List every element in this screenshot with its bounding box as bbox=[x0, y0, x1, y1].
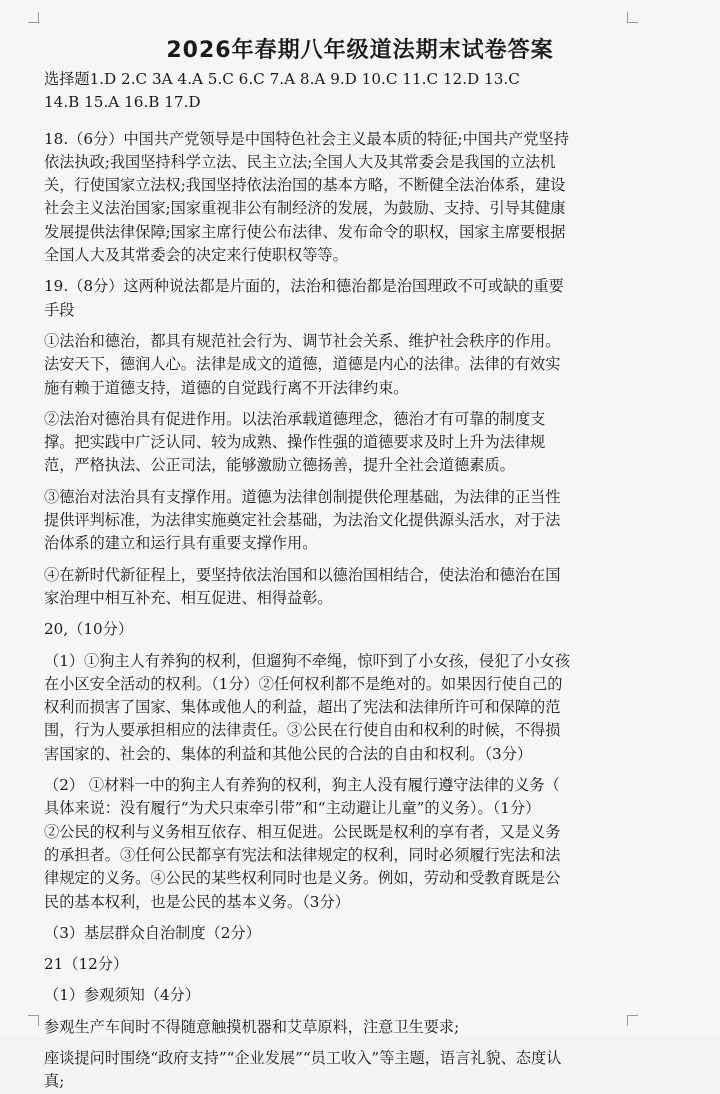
text-line: （3）基层群众自治制度（2分） bbox=[44, 923, 261, 942]
text-line: 范，严格执法、公正司法，能够激励立德扬善，提升全社会道德素质。 bbox=[44, 456, 515, 475]
question-18 bbox=[44, 128, 636, 268]
text-line: 施有赖于道德支持，道德的自觉践行离不开法律约束。 bbox=[44, 378, 409, 397]
text-line: 权利而损害了国家、集体或他人的利益，超出了宪法和法律所许可和保障的范 bbox=[44, 698, 561, 717]
text-line: 害国家的、社会的、集体的利益和其他公民的合法的自由和权利。（3分） bbox=[44, 744, 533, 763]
question-21 bbox=[44, 953, 636, 1093]
crop-mark-top-right bbox=[627, 12, 638, 23]
text-line: 围，行为人要承担相应的法律责任。③公民在行使自由和权利的时候，不得损 bbox=[44, 721, 561, 740]
question-20 bbox=[44, 618, 636, 945]
text-line: 19.（8分）这两种说法都是片面的，法治和德治都是治国理政不可或缺的重要 bbox=[44, 277, 564, 296]
text-line: （1）参观须知（4分） bbox=[44, 986, 201, 1005]
text-line: 提供评判标准，为法律实施奠定社会基础，为法治文化提供源头活水，对于法 bbox=[44, 511, 561, 530]
text-line: 真; bbox=[44, 1072, 65, 1091]
text-line: 社会主义法治国家;国家重视非公有制经济的发展，为鼓励、支持、引导其健康 bbox=[44, 199, 566, 218]
text-line: 关，行使国家立法权;我国坚持依法治国的基本方略，不断健全法治体系，建设 bbox=[44, 176, 566, 195]
text-line: 治体系的建立和运行具有重要支撑作用。 bbox=[44, 534, 318, 553]
text-line: 全国人大及其常委会的决定来行使职权等等。 bbox=[44, 246, 348, 265]
question-heading: 21（12分） bbox=[44, 955, 129, 974]
text-line: ④在新时代新征程上，要坚持依法治国和以德治国相结合，使法治和德治在国 bbox=[44, 565, 561, 584]
text-line: 的承担者。③任何公民都享有宪法和法律规定的权利，同时必须履行宪法和法 bbox=[44, 845, 561, 864]
text-line: （1）①狗主人有养狗的权利，但遛狗不牵绳，惊吓到了小女孩，侵犯了小女孩 bbox=[44, 651, 571, 670]
text-line: ②法治对德治具有促进作用。以法治承载道德理念，德治才有可靠的制度支 bbox=[44, 409, 546, 428]
answer-content bbox=[44, 68, 636, 1094]
text-line: 家治理中相互补充、相互促进、相得益彰。 bbox=[44, 588, 333, 607]
text-line: 律规定的义务。④公民的某些权利同时也是义务。例如，劳动和受教育既是公 bbox=[44, 869, 561, 888]
text-line: 撑。把实践中广泛认同、较为成熟、操作性强的道德要求及时上升为法律规 bbox=[44, 433, 546, 452]
text-line: ②公民的权利与义务相互依存、相互促进。公民既是权利的享有者，又是义务 bbox=[44, 822, 561, 841]
text-line: 民的基本权利，也是公民的基本义务。（3分） bbox=[44, 892, 350, 911]
choice-line: 选择题1.D 2.C 3A 4.A 5.C 6.C 7.A 8.A 9.D 10.C 11.C 12.D 13.C bbox=[44, 70, 520, 88]
document-title: 2026年春期八年级道法期末试卷答案 bbox=[166, 38, 554, 63]
text-line: 具体来说：没有履行“为犬只束牵引带”和“主动避让儿童”的义务）。（1分） bbox=[44, 799, 541, 818]
question-19 bbox=[44, 275, 636, 610]
text-line: 在小区安全活动的权利。（1分）②任何权利都不是绝对的。如果因行使自己的 bbox=[44, 674, 563, 693]
text-line: （2） ①材料一中的狗主人有养狗的权利，狗主人没有履行遵守法律的义务（ bbox=[44, 776, 560, 795]
text-line: 法安天下，德润人心。法律是成文的道德，道德是内心的法律。法律的有效实 bbox=[44, 355, 561, 374]
crop-mark-top-left bbox=[28, 12, 39, 23]
text-line: 手段 bbox=[44, 300, 75, 319]
text-line: 依法执政;我国坚持科学立法、民主立法;全国人大及其常委会是我国的立法机 bbox=[44, 152, 556, 171]
text-line: 座谈提问时围绕“政府支持”“企业发展”“员工收入”等主题，语言礼貌、态度认 bbox=[44, 1048, 562, 1067]
text-line: 发展提供法律保障;国家主席行使公布法律、发布命令的职权，国家主席要根据 bbox=[44, 222, 566, 241]
choice-line: 14.B 15.A 16.B 17.D bbox=[44, 93, 201, 112]
text-line: ①法治和德治，都具有规范社会行为、调节社会关系、维护社会秩序的作用。 bbox=[44, 331, 561, 350]
text-line: 18.（6分）中国共产党领导是中国特色社会主义最本质的特征;中国共产党坚持 bbox=[44, 129, 569, 148]
text-line: ③德治对法治具有支撑作用。道德为法律创制提供伦理基础，为法律的正当性 bbox=[44, 487, 561, 506]
text-line: 参观生产车间时不得随意触摸机器和艾草原料，注意卫生要求; bbox=[44, 1017, 460, 1036]
crop-mark-bottom-left bbox=[28, 1015, 39, 1026]
choice-answers bbox=[44, 68, 636, 115]
question-heading: 20,（10分） bbox=[44, 620, 134, 639]
